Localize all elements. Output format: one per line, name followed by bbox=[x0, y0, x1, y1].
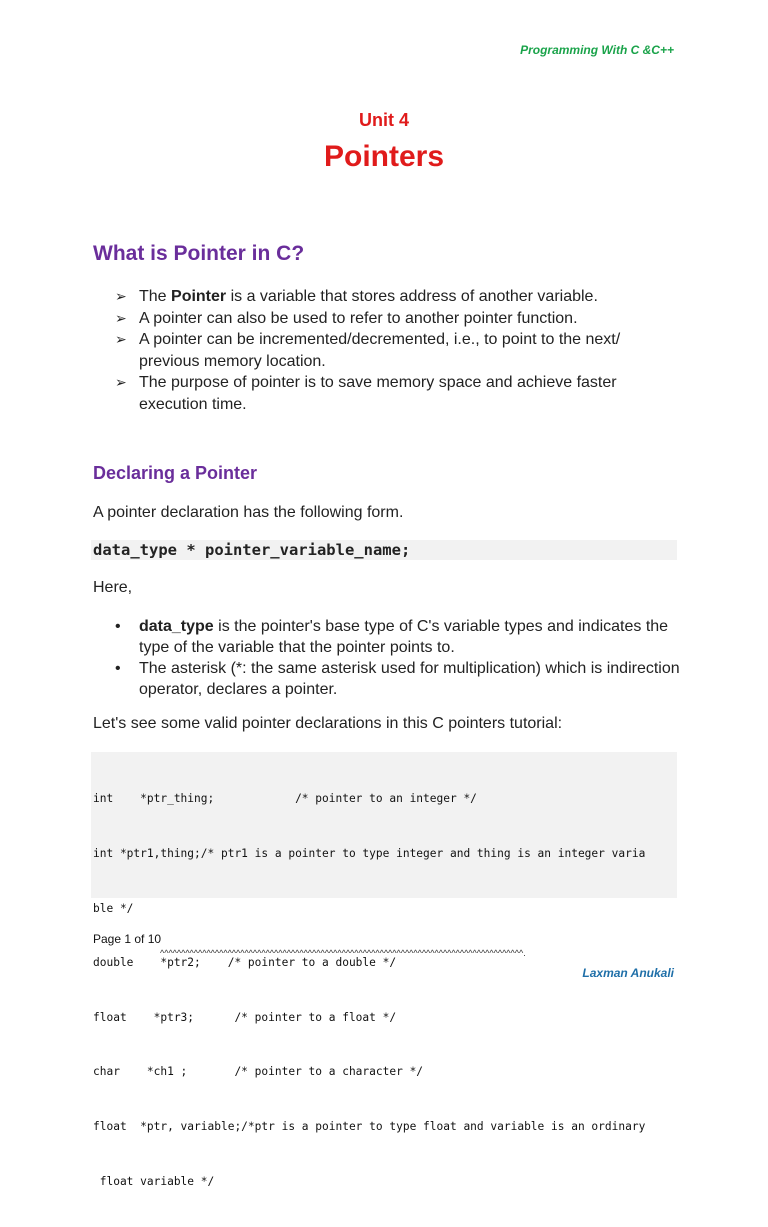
arrow-bullet-icon: ➢ bbox=[115, 309, 127, 326]
item-text: A pointer can also be used to refer to another pointer function. bbox=[139, 309, 578, 327]
list-item bbox=[93, 658, 683, 700]
item-bold-text: Pointer bbox=[171, 288, 227, 305]
code-line: float variable */ bbox=[93, 1174, 215, 1188]
list-item bbox=[93, 616, 683, 658]
declaration-syntax: data_type * pointer_variable_name; bbox=[91, 540, 677, 560]
code-line: float *ptr3; /* pointer to a float */ bbox=[93, 1010, 397, 1024]
pointer-definition-list bbox=[93, 286, 683, 415]
header-course-title: Programming With C &C++ bbox=[520, 43, 674, 57]
item-bold-text: data_type bbox=[139, 618, 214, 635]
section-heading-what-is-pointer: What is Pointer in C? bbox=[93, 242, 305, 265]
examples-lead: Let's see some valid pointer declarations in this C pointers tutorial: bbox=[93, 715, 563, 732]
item-text: The asterisk (*: the same asterisk used for multiplication) which is indirection operator, declares a pointer. bbox=[139, 660, 680, 698]
section-heading-declaring-pointer: Declaring a Pointer bbox=[93, 463, 258, 483]
code-line: float *ptr, variable;/*ptr is a pointer to type float and variable is an ordinary bbox=[93, 1120, 646, 1134]
code-line: int *ptr_thing; /* pointer to an integer */ bbox=[93, 792, 477, 806]
author-name: Laxman Anukali bbox=[582, 966, 674, 980]
list-item bbox=[93, 286, 683, 308]
dot-bullet-icon: • bbox=[115, 660, 121, 677]
page-title: Pointers bbox=[323, 140, 445, 173]
code-line: ble */ bbox=[93, 901, 134, 915]
arrow-bullet-icon: ➢ bbox=[115, 331, 127, 347]
dot-bullet-icon: • bbox=[115, 618, 121, 635]
list-item bbox=[93, 372, 683, 415]
item-text: The purpose of pointer is to save memory space and achieve faster execution time. bbox=[139, 374, 617, 413]
list-item bbox=[93, 308, 683, 330]
arrow-bullet-icon: ➢ bbox=[115, 374, 127, 390]
item-text: The bbox=[139, 288, 172, 305]
declaration-explanation-list bbox=[93, 616, 683, 700]
here-label: Here, bbox=[93, 579, 133, 596]
list-item bbox=[93, 329, 683, 372]
declaration-intro: A pointer declaration has the following form. bbox=[93, 504, 404, 521]
page-number: Page 1 of 10 bbox=[93, 932, 162, 946]
footer-divider: ^^^^^^^^^^^^^^^^^^^^^^^^^^^^^^^^^^^^^^^^^^^^^^^^^^^^^^^^^^^^^^^^^^^^^^^^^^^^^^^^^^^^^^. bbox=[160, 948, 526, 958]
code-line: double *ptr2; /* pointer to a double */ bbox=[93, 956, 397, 970]
code-line: char *ch1 ; /* pointer to a character */ bbox=[93, 1065, 424, 1079]
code-line: int *ptr1,thing;/* ptr1 is a pointer to type integer and thing is an integer varia bbox=[93, 847, 646, 861]
item-text: is a variable that stores address of another variable. bbox=[226, 288, 598, 305]
item-text: A pointer can be incremented/decremented, i.e., to point to the next/ previous memory location. bbox=[139, 331, 621, 370]
item-text: is the pointer's base type of C's variable types and indicates the type of the variable that the pointer points to. bbox=[139, 618, 669, 656]
arrow-bullet-icon: ➢ bbox=[115, 288, 127, 304]
unit-label: Unit 4 bbox=[358, 110, 409, 130]
